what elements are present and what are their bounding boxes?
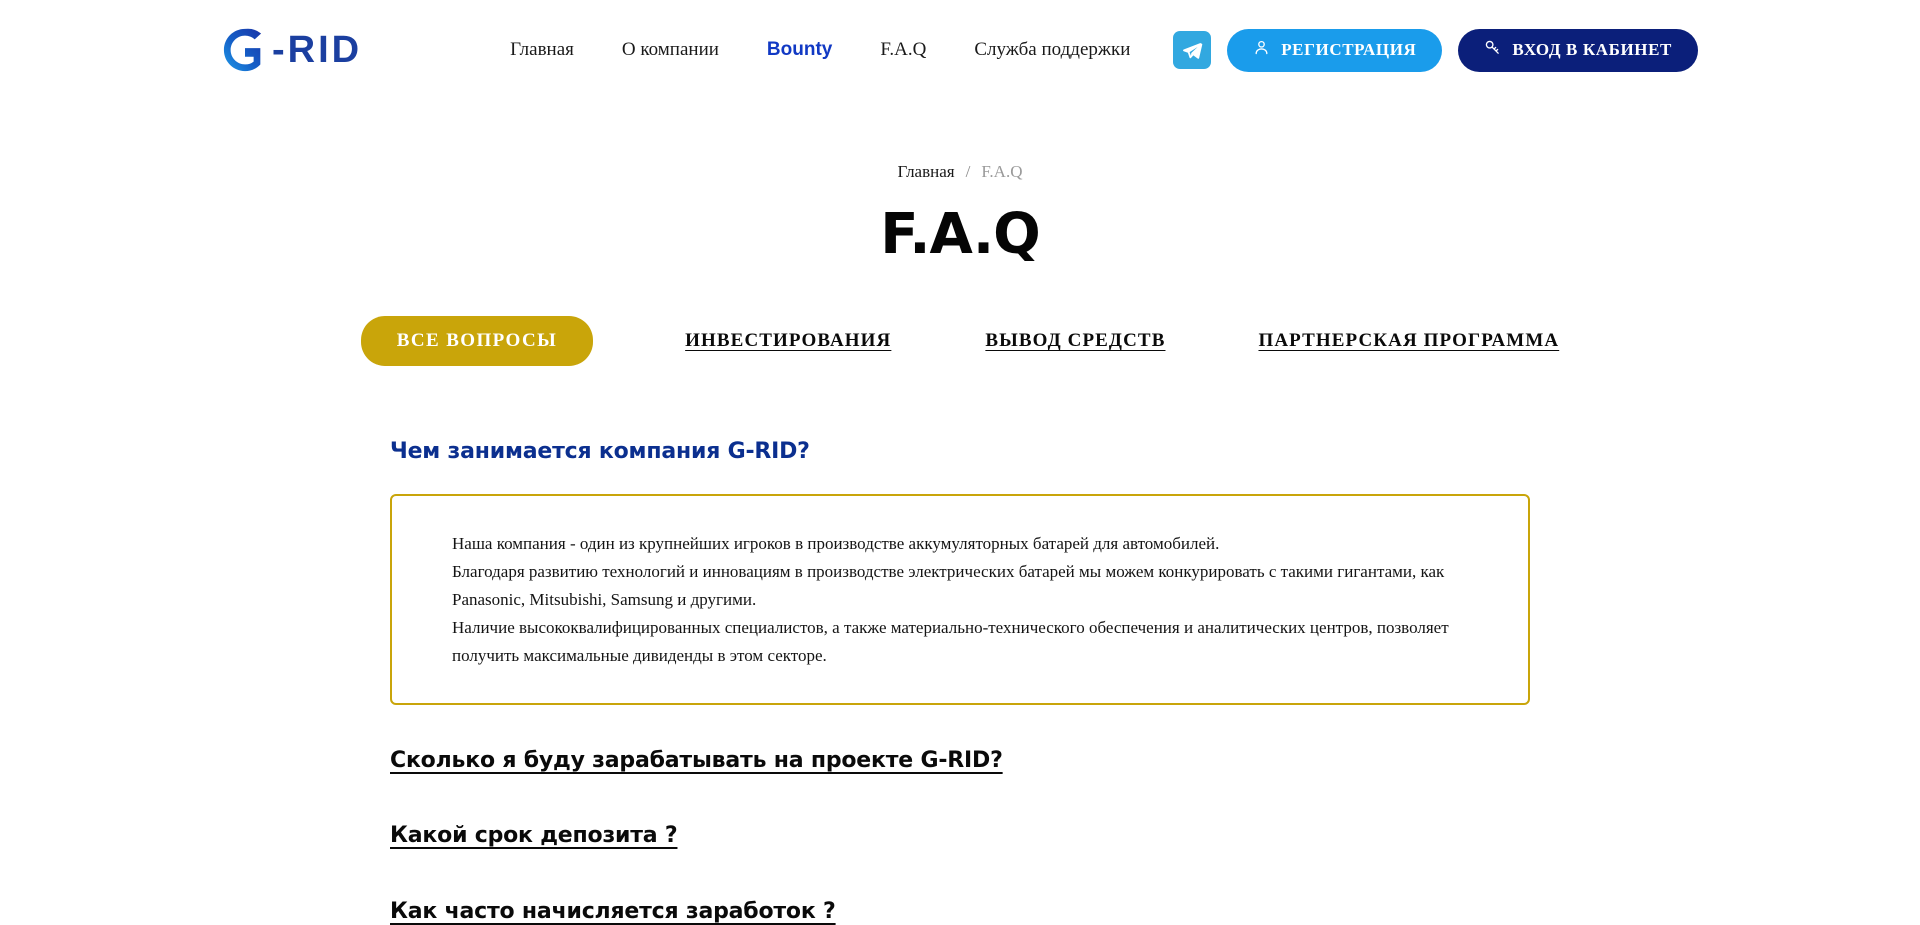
header-actions bbox=[1173, 29, 1698, 72]
faq-item bbox=[390, 439, 1530, 705]
tab-investments[interactable]: ИНВЕСТИРОВАНИЯ bbox=[685, 330, 892, 351]
faq-question-company[interactable]: Чем занимается компания G-RID? bbox=[390, 439, 810, 464]
nav-item-faq[interactable]: F.A.Q bbox=[880, 39, 927, 60]
site-logo[interactable] bbox=[222, 27, 362, 73]
faq-item bbox=[390, 899, 1530, 924]
faq-question-deposit-term[interactable]: Какой срок депозита ? bbox=[390, 823, 678, 849]
faq-question-earnings[interactable]: Сколько я буду зарабатывать на проекте G-RID? bbox=[390, 748, 1003, 774]
faq-list bbox=[390, 366, 1530, 924]
spacer bbox=[390, 848, 1530, 899]
faq-item bbox=[390, 823, 1530, 848]
logo-g-icon bbox=[222, 27, 268, 73]
nav-item-about[interactable]: О компании bbox=[621, 39, 719, 60]
spacer bbox=[390, 773, 1530, 823]
faq-answer-panel bbox=[390, 494, 1530, 705]
spacer bbox=[390, 705, 1530, 748]
breadcrumb bbox=[0, 162, 1920, 182]
page-title: F.A.Q bbox=[880, 202, 1040, 267]
logo-wordmark: -RID bbox=[272, 29, 363, 71]
user-icon bbox=[1253, 39, 1270, 61]
login-button[interactable] bbox=[1458, 29, 1698, 72]
nav-item-support[interactable]: Служба поддержки bbox=[974, 39, 1131, 60]
page-content bbox=[0, 100, 1920, 924]
breadcrumb-home[interactable]: Главная bbox=[897, 162, 955, 181]
breadcrumb-separator: / bbox=[965, 162, 971, 181]
tab-withdrawals[interactable]: ВЫВОД СРЕДСТВ bbox=[985, 330, 1166, 351]
breadcrumb-current: F.A.Q bbox=[981, 162, 1023, 181]
faq-answer-line: Благодаря развитию технологий и инновациям в производстве электрических батарей мы можем конкурировать с такими гигантами, как Panasonic, Mitsubishi, Samsung и другими. bbox=[452, 561, 1445, 609]
faq-answer-line: Наша компания - один из крупнейших игроков в производстве аккумуляторных батарей для автомобилей. bbox=[452, 534, 1220, 553]
main-navigation bbox=[510, 39, 1130, 61]
register-button[interactable] bbox=[1227, 29, 1442, 72]
tab-affiliate-program[interactable]: ПАРТНЕРСКАЯ ПРОГРАММА bbox=[1258, 330, 1560, 351]
tab-all-questions[interactable]: ВСЕ ВОПРОСЫ bbox=[361, 316, 593, 366]
nav-item-home[interactable]: Главная bbox=[510, 39, 574, 60]
nav-item-bounty[interactable]: Bounty bbox=[766, 39, 833, 60]
faq-question-payout-frequency[interactable]: Как часто начисляется заработок ? bbox=[390, 899, 836, 925]
faq-item bbox=[390, 748, 1530, 773]
telegram-icon[interactable] bbox=[1173, 31, 1211, 69]
register-button-label: РЕГИСТРАЦИЯ bbox=[1281, 40, 1417, 59]
login-button-label: ВХОД В КАБИНЕТ bbox=[1512, 40, 1672, 59]
faq-answer-line: Наличие высококвалифицированных специалистов, а также материально-технического обеспечения и аналитических центров, позволяет получить максимальные дивиденды в этом секторе. bbox=[452, 617, 1449, 665]
site-header bbox=[0, 0, 1920, 100]
faq-category-tabs bbox=[0, 316, 1920, 366]
key-icon bbox=[1484, 39, 1501, 61]
